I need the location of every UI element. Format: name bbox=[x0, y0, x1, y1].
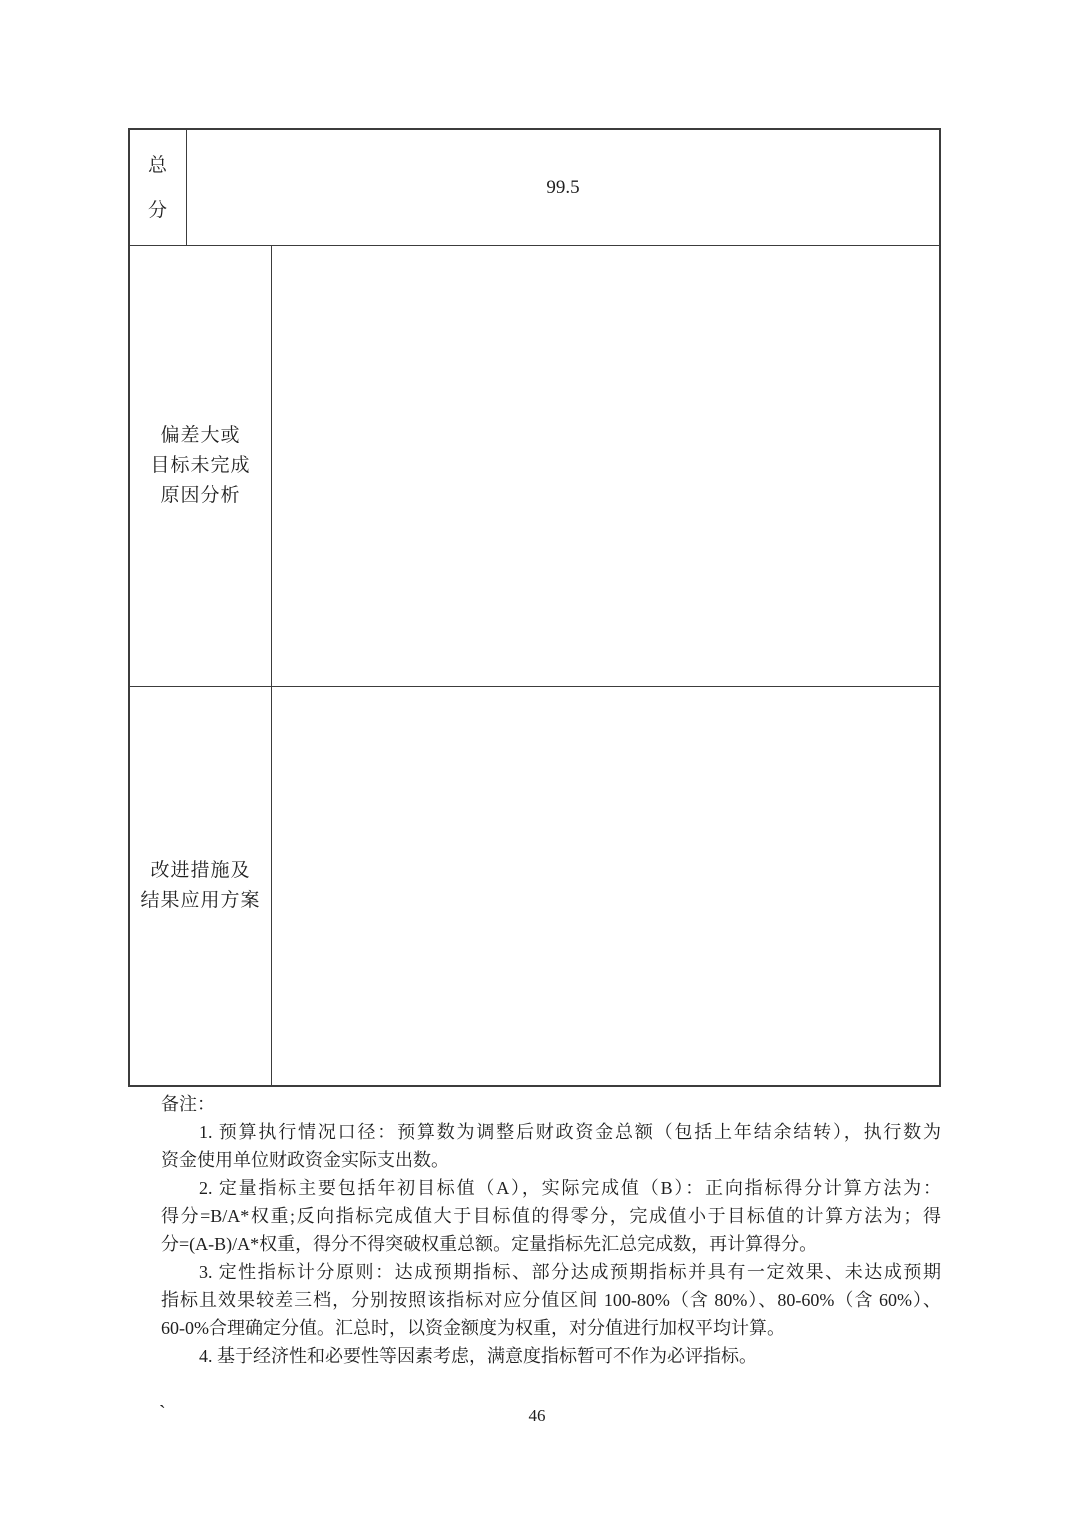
deviation-analysis-label-line: 原因分析 bbox=[160, 485, 241, 506]
improvement-plan-label-line: 结果应用方案 bbox=[140, 890, 261, 911]
page-number: 46 bbox=[528, 1406, 546, 1425]
note3-line2: 指标且效果较差三档，分别按照该指标对应分值区间 100-80%（含 80%）、80-60%（含 60%）、 bbox=[161, 1290, 941, 1310]
deviation-analysis-label-line: 偏差大或 bbox=[160, 425, 241, 446]
note3-line3: 60-0%合理确定分值。汇总时，以资金额度为权重，对分值进行加权平均计算。 bbox=[161, 1318, 785, 1338]
deviation-analysis-row bbox=[130, 246, 939, 687]
total-score-row bbox=[130, 130, 939, 246]
improvement-plan-label bbox=[130, 687, 272, 1085]
total-score-label bbox=[130, 130, 187, 245]
total-score-label-line: 总 bbox=[147, 154, 168, 176]
note4-line1: 4. 基于经济性和必要性等因素考虑，满意度指标暂可不作为必评指标。 bbox=[199, 1346, 757, 1366]
note1-line1: 1. 预算执行情况口径：预算数为调整后财政资金总额（包括上年结余结转），执行数为 bbox=[199, 1122, 941, 1142]
notes-section bbox=[161, 1090, 941, 1370]
deviation-analysis-content bbox=[272, 246, 939, 686]
total-score-label-line: 分 bbox=[147, 199, 168, 221]
note1-line2: 资金使用单位财政资金实际支出数。 bbox=[161, 1150, 449, 1170]
note2-line3: 分=(A-B)/A*权重，得分不得突破权重总额。定量指标先汇总完成数，再计算得分。 bbox=[161, 1234, 818, 1254]
note3-line1: 3. 定性指标计分原则：达成预期指标、部分达成预期指标并具有一定效果、未达成预期 bbox=[199, 1262, 941, 1282]
total-score-value: 99.5 bbox=[546, 176, 580, 198]
notes-heading: 备注： bbox=[161, 1094, 215, 1114]
improvement-plan-row bbox=[130, 687, 939, 1085]
improvement-plan-content bbox=[272, 687, 939, 1085]
note2-line2: 得分=B/A*权重;反向指标完成值大于目标值的得零分，完成值小于目标值的计算方法为；得 bbox=[161, 1206, 941, 1226]
note2-line1: 2. 定量指标主要包括年初目标值（A），实际完成值（B）：正向指标得分计算方法为： bbox=[199, 1178, 941, 1198]
stray-backtick-mark: ` bbox=[159, 1402, 166, 1424]
score-table bbox=[128, 128, 941, 1087]
improvement-plan-label-line: 改进措施及 bbox=[150, 860, 251, 881]
deviation-analysis-label bbox=[130, 246, 272, 686]
deviation-analysis-label-line: 目标未完成 bbox=[150, 455, 251, 476]
